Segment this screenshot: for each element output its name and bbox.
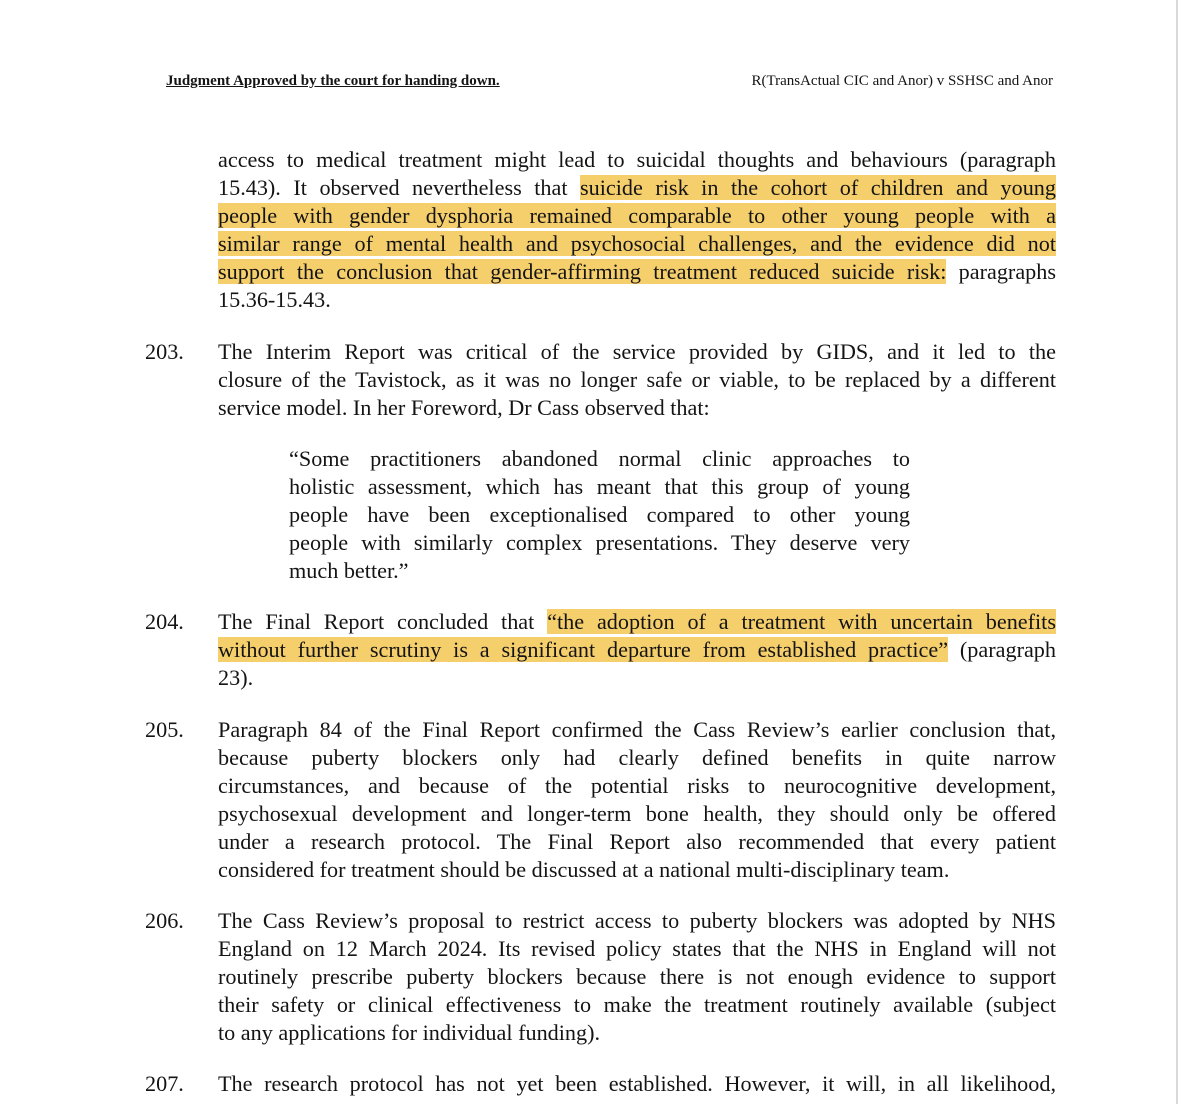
paragraph-line: to any applications for individual funding). — [218, 1020, 601, 1045]
cass-foreword-quote — [289, 445, 910, 585]
paragraph-number: 207. — [145, 1071, 184, 1096]
text-run: (paragraph — [948, 637, 1056, 662]
paragraph-line: circumstances, and because of the potential risks to neurocognitive development, — [218, 773, 1056, 798]
paragraph-number: 204. — [145, 609, 184, 634]
quote-line: much better.” — [289, 558, 409, 583]
page-edge — [1176, 0, 1178, 1104]
paragraph-line: service model. In her Foreword, Dr Cass observed that: — [218, 395, 710, 420]
paragraph-207 — [218, 1070, 1056, 1098]
paragraph-line: routinely prescribe puberty blockers because there is not enough evidence to support — [218, 964, 1056, 989]
paragraph-number: 206. — [145, 908, 184, 933]
quote-line: “Some practitioners abandoned normal clinic approaches to — [289, 446, 910, 471]
paragraph-line: their safety or clinical effectiveness to make the treatment routinely available (subject — [218, 992, 1056, 1017]
paragraph-line: 15.36-15.43. — [218, 287, 331, 312]
highlighted-text: similar range of mental health and psychosocial challenges, and the evidence did not — [218, 231, 1056, 256]
highlighted-text: suicide risk in the cohort of children and young — [580, 175, 1056, 200]
quote-line: people have been exceptionalised compared to other young — [289, 502, 910, 527]
paragraph-line: The Interim Report was critical of the service provided by GIDS, and it led to the — [218, 339, 1056, 364]
paragraph-line — [218, 636, 1056, 664]
paragraph-line — [218, 202, 1056, 230]
paragraph-line: The research protocol has not yet been established. However, it will, in all likelihood, — [218, 1071, 1056, 1096]
paragraph-line — [218, 608, 1056, 636]
paragraph-line — [218, 174, 1056, 202]
paragraph-line: considered for treatment should be discussed at a national multi-disciplinary team. — [218, 857, 950, 882]
paragraph-line: under a research protocol. The Final Report also recommended that every patient — [218, 829, 1056, 854]
text-run: The Final Report concluded that — [218, 609, 548, 634]
paragraph-line: psychosexual development and longer-term bone health, they should only be offered — [218, 801, 1056, 826]
text-run: 15.43). It observed nevertheless that — [218, 175, 581, 200]
paragraph-202-continuation — [218, 146, 1056, 314]
paragraph-line: access to medical treatment might lead to suicidal thoughts and behaviours (paragraph — [218, 147, 1056, 172]
header-case-name: R(TransActual CIC and Anor) v SSHSC and Anor — [751, 73, 1053, 89]
quote-line: people with similarly complex presentations. They deserve very — [289, 530, 910, 555]
paragraph-number: 203. — [145, 339, 184, 364]
highlighted-text: people with gender dysphoria remained comparable to other young people with a — [218, 203, 1056, 228]
paragraph-line — [218, 230, 1056, 258]
highlighted-text: support the conclusion that gender-affirming treatment reduced suicide risk: — [218, 259, 947, 284]
paragraph-204 — [218, 608, 1056, 692]
paragraph-205 — [218, 716, 1056, 884]
highlighted-text: without further scrutiny is a significant departure from established practice” — [218, 637, 949, 662]
paragraph-line: closure of the Tavistock, as it was no longer safe or viable, to be replaced by a different — [218, 367, 1056, 392]
paragraph-line: 23). — [218, 665, 254, 690]
paragraph-line: Paragraph 84 of the Final Report confirmed the Cass Review’s earlier conclusion that, — [218, 717, 1056, 742]
quote-line: holistic assessment, which has meant that this group of young — [289, 474, 910, 499]
paragraph-206 — [218, 907, 1056, 1047]
paragraph-line — [218, 258, 1056, 286]
paragraph-203 — [218, 338, 1056, 422]
paragraph-line: England on 12 March 2024. Its revised policy states that the NHS in England will not — [218, 936, 1056, 961]
paragraph-number: 205. — [145, 717, 184, 742]
paragraph-line: because puberty blockers only had clearly defined benefits in quite narrow — [218, 745, 1056, 770]
text-run: paragraphs — [946, 259, 1056, 284]
header-judgment-status: Judgment Approved by the court for handing down. — [166, 73, 500, 89]
paragraph-line: The Cass Review’s proposal to restrict access to puberty blockers was adopted by NHS — [218, 908, 1056, 933]
highlighted-text: “the adoption of a treatment with uncertain benefits — [547, 609, 1056, 634]
